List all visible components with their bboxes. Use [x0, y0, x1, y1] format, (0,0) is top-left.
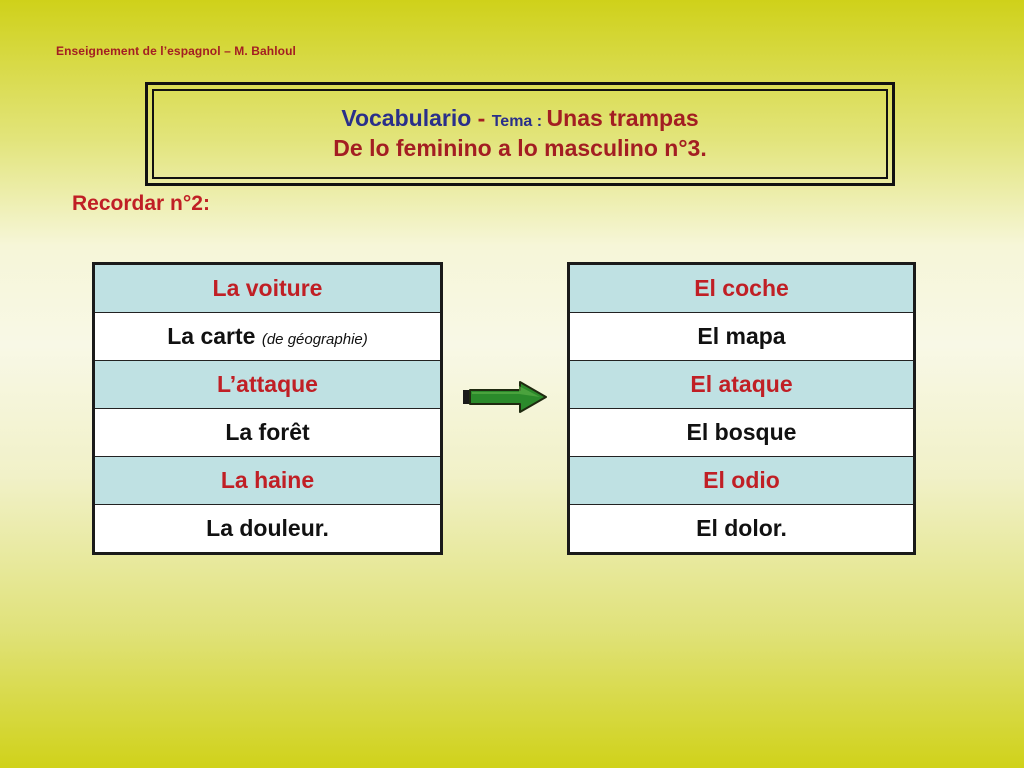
table-cell: El mapa	[569, 313, 915, 361]
author-credit: Enseignement de l’espagnol – M. Bahloul	[56, 44, 296, 58]
table-cell: El odio	[569, 457, 915, 505]
table-row	[569, 409, 915, 457]
spanish-words-table	[567, 262, 916, 555]
table-cell: La forêt	[94, 409, 442, 457]
title-dash: -	[471, 105, 492, 132]
table-cell: El ataque	[569, 361, 915, 409]
table-cell: El bosque	[569, 409, 915, 457]
table-row	[569, 264, 915, 313]
table-row	[569, 505, 915, 554]
table-row	[94, 264, 442, 313]
table-cell: La voiture	[94, 264, 442, 313]
section-label: Recordar n°2:	[72, 192, 210, 215]
french-words-table	[92, 262, 443, 555]
title-tema-label: Tema :	[491, 113, 547, 131]
table-row	[94, 457, 442, 505]
table-cell: El dolor.	[569, 505, 915, 554]
table-cell: La haine	[94, 457, 442, 505]
table-row	[94, 361, 442, 409]
table-row	[569, 313, 915, 361]
title-line-2: De lo feminino a lo masculino n°3.	[333, 135, 707, 161]
table-row	[569, 361, 915, 409]
table-cell: El coche	[569, 264, 915, 313]
title-vocab: Vocabulario	[341, 105, 472, 132]
title-tema-value: Unas trampas	[546, 105, 699, 132]
table-row	[94, 313, 442, 361]
title-line-1	[341, 104, 698, 134]
table-row	[569, 457, 915, 505]
table-row	[94, 409, 442, 457]
right-arrow-icon	[462, 380, 550, 419]
table-cell: L’attaque	[94, 361, 442, 409]
table-cell: La carte (de géographie)	[94, 313, 442, 361]
title-box	[145, 82, 895, 186]
table-row	[94, 505, 442, 554]
title-inner	[152, 89, 888, 179]
table-cell: La douleur.	[94, 505, 442, 554]
cell-note: (de géographie)	[261, 331, 368, 348]
